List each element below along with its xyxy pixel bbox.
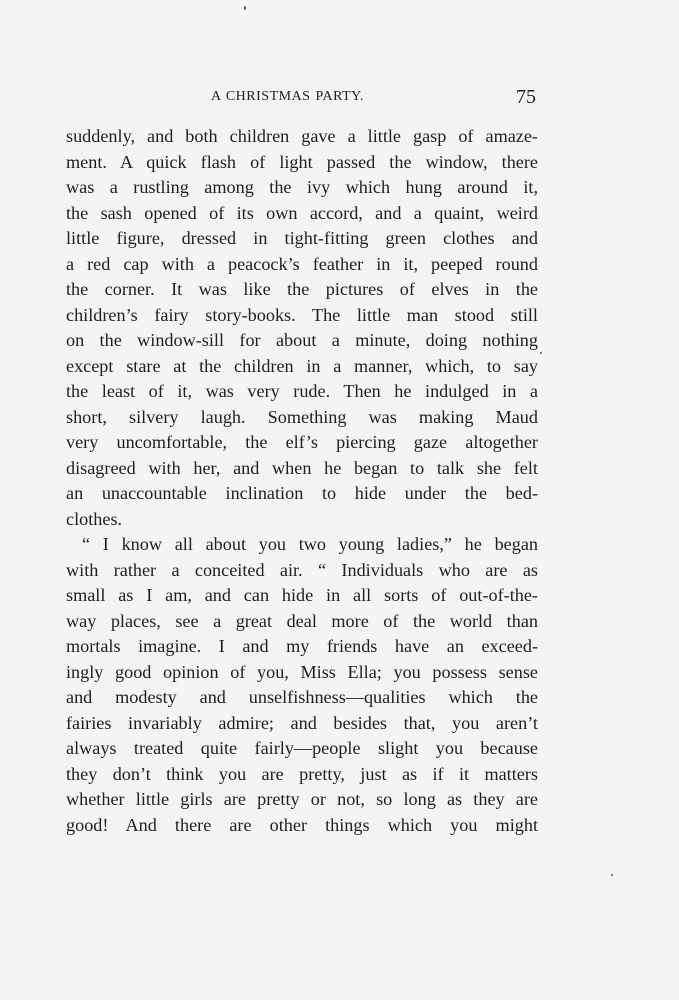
text-line: small as I am, and can hide in all sorts of out-of-the- (66, 585, 538, 605)
running-head (66, 86, 538, 113)
text-line: good! And there are other things which you might (66, 814, 538, 835)
body-text (66, 124, 538, 838)
text-line: ment. A quick flash of light passed the window, there (66, 151, 538, 172)
text-line: on the window-sill for about a minute, doing nothing (66, 330, 538, 350)
text-line: short, silvery laugh. Something was making Maud (66, 406, 538, 427)
text-line: “ I know all about you two young ladies,” he began (82, 534, 538, 554)
text-line: ingly good opinion of you, Miss Ella; you possess sense (66, 661, 538, 682)
page-number: 75 (516, 86, 536, 108)
text-line: whether little girls are pretty or not, so long as they are (66, 789, 538, 809)
text-line: they don’t think you are pretty, just as if it matters (66, 763, 538, 784)
ink-speck (540, 352, 542, 354)
text-line: a red cap with a peacock’s feather in it, peeped round (66, 253, 538, 274)
text-line: mortals imagine. I and my friends have an exceed- (66, 636, 538, 656)
text-line: was a rustling among the ivy which hung around it, (66, 177, 538, 197)
text-line: clothes. (66, 508, 123, 529)
text-line: the sash opened of its own accord, and a quaint, weird (66, 202, 538, 223)
text-line: children’s fairy story-books. The little man stood still (66, 304, 538, 325)
text-line: suddenly, and both children gave a little gasp of amaze- (66, 126, 538, 146)
text-line: with rather a conceited air. “ Individuals who are as (66, 559, 538, 580)
text-line: the least of it, was very rude. Then he indulged in a (66, 381, 538, 401)
text-line: and modesty and unselfishness—qualities which the (66, 687, 538, 707)
ink-speck (611, 874, 613, 876)
text-line: always treated quite fairly—people slight you because (66, 738, 538, 758)
text-line: except stare at the children in a manner, which, to say (66, 355, 538, 376)
text-line: an unaccountable inclination to hide under the bed- (66, 483, 538, 503)
text-line: disagreed with her, and when he began to talk she felt (66, 457, 538, 478)
text-line: fairies invariably admire; and besides that, you aren’t (66, 712, 538, 733)
text-line: the corner. It was like the pictures of elves in the (66, 279, 538, 299)
running-title: A CHRISTMAS PARTY. (211, 89, 364, 104)
text-line: little figure, dressed in tight-fitting green clothes and (66, 228, 538, 248)
ink-speck (244, 6, 246, 10)
text-line: way places, see a great deal more of the world than (66, 610, 538, 631)
text-line: very uncomfortable, the elf’s piercing gaze altogether (66, 432, 538, 452)
